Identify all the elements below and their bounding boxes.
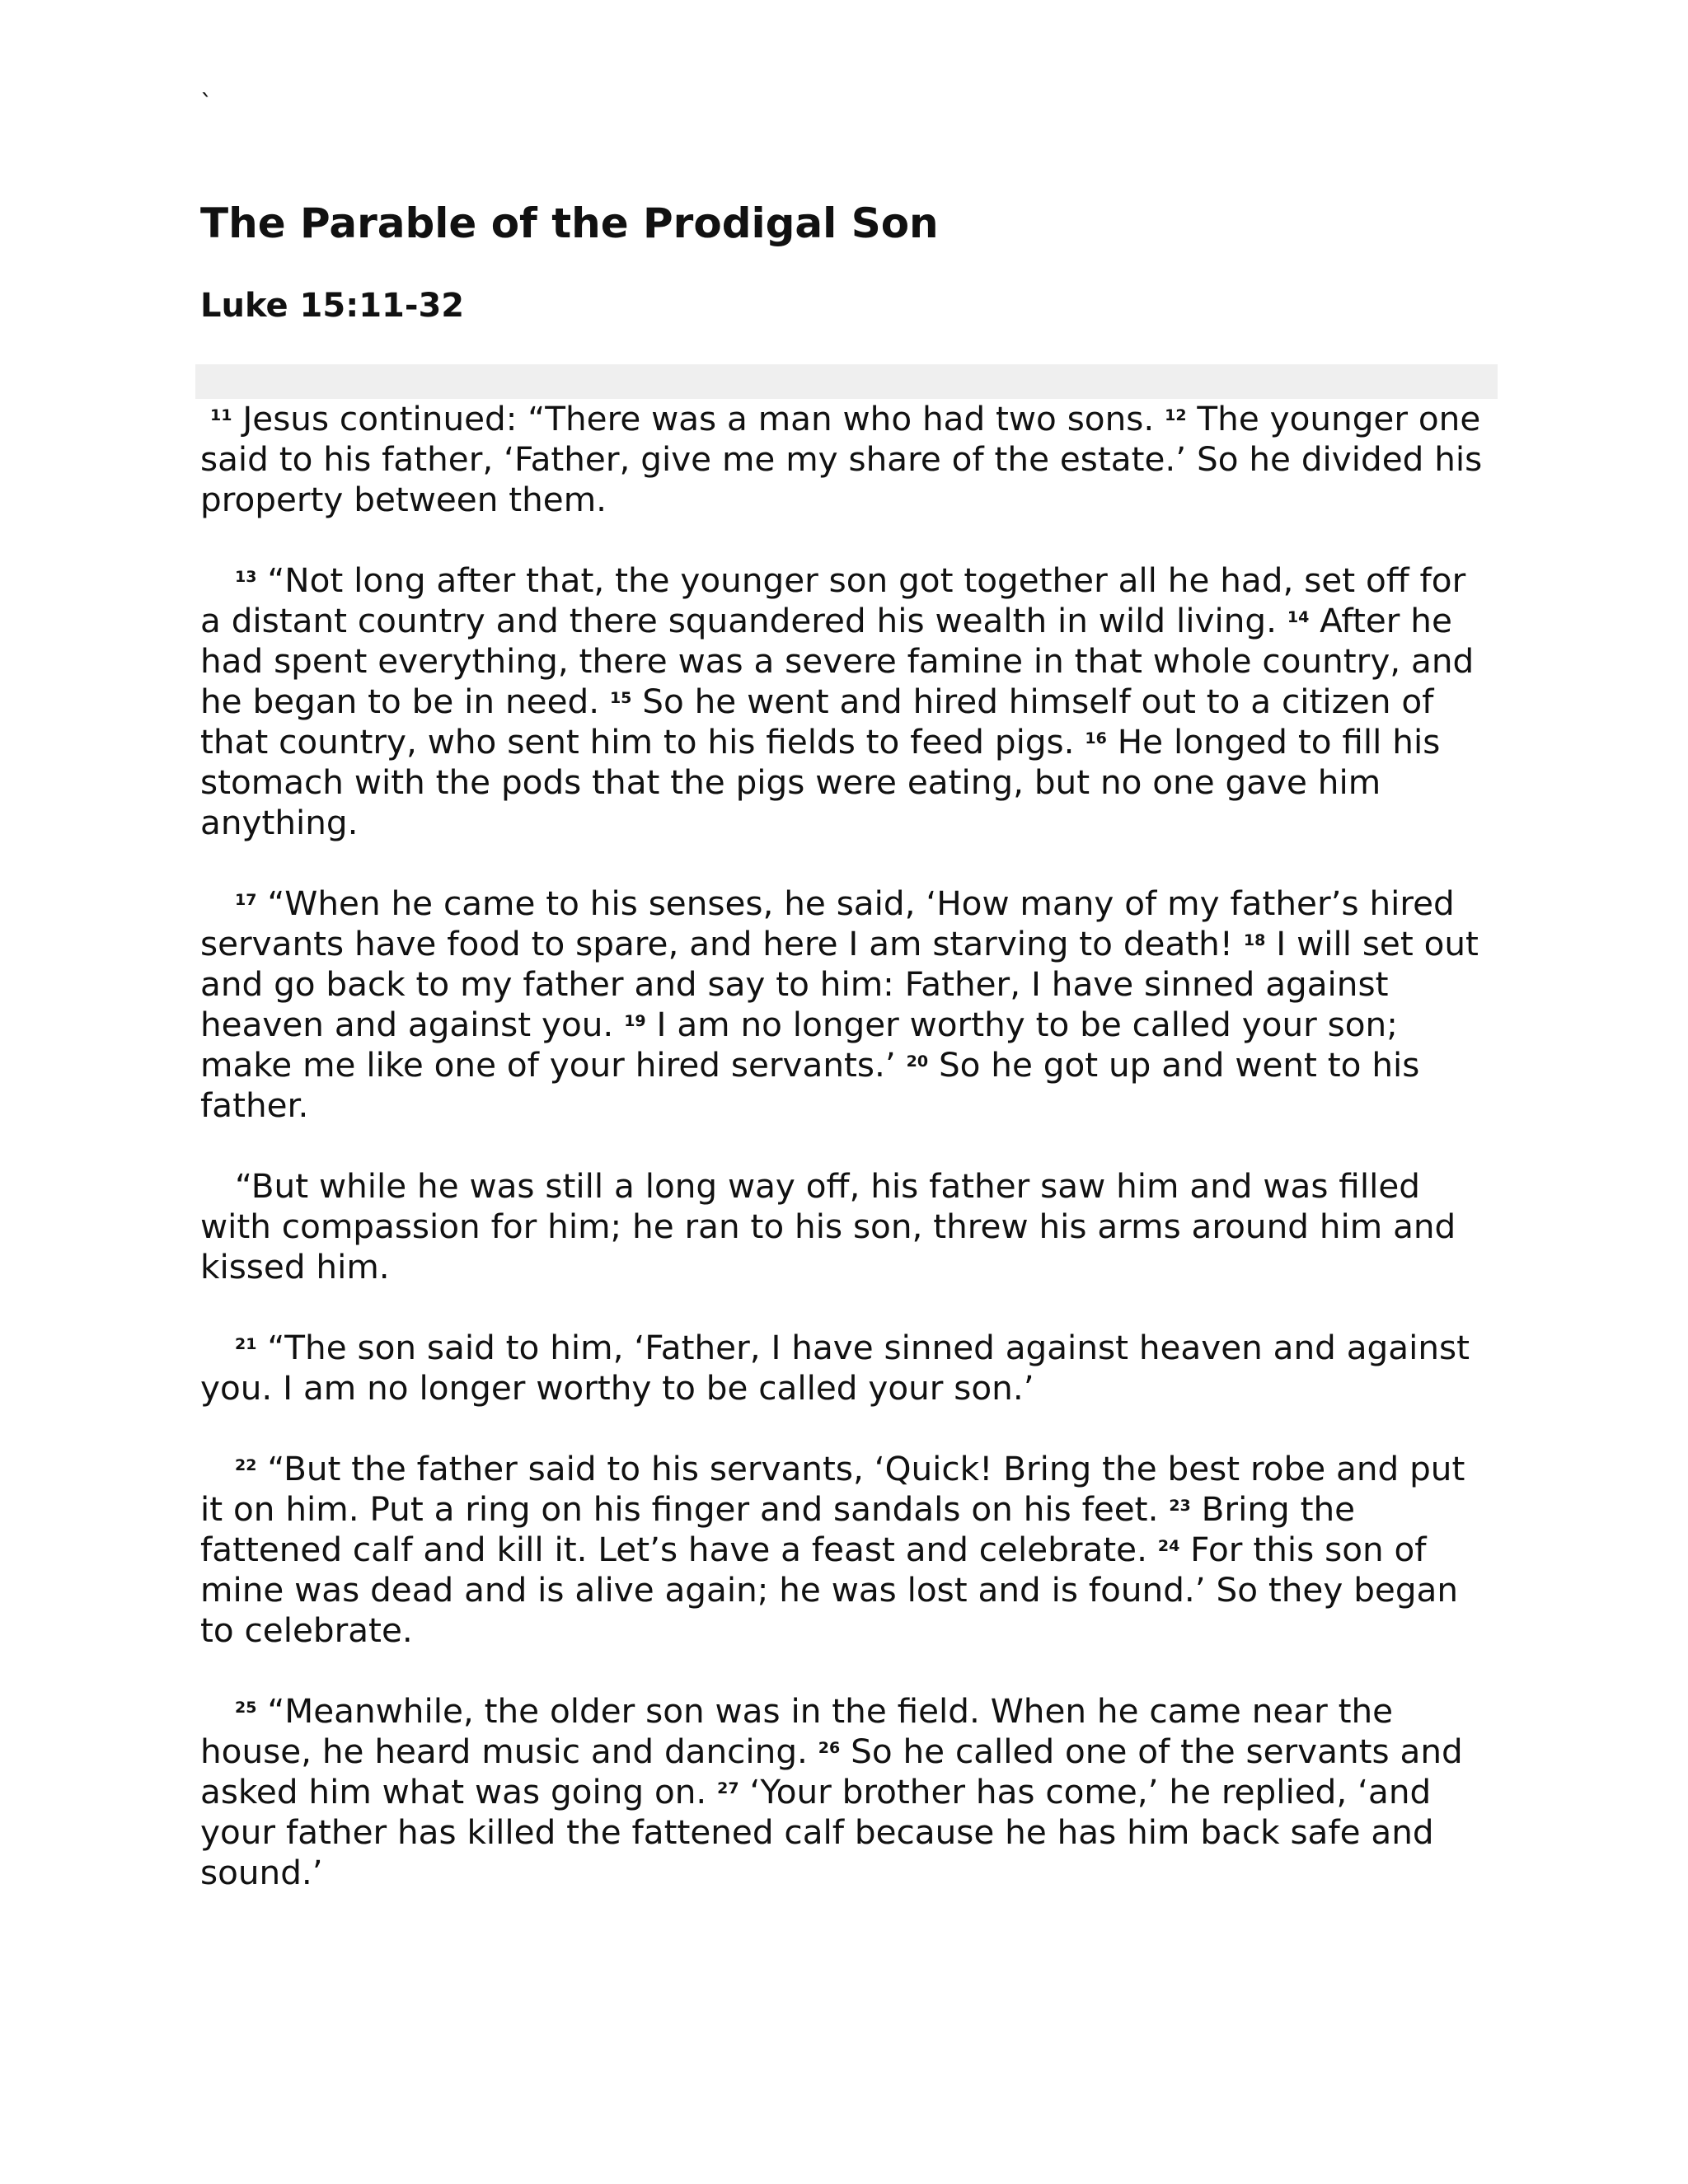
text-line [200,1812,1501,1853]
text-line [200,1166,1501,1207]
verse-text: So he went and hired himself out to a citizen of [631,682,1434,721]
text-line [200,1732,1501,1772]
verse-text: had spent everything, there was a severe famine in that whole country, and [200,641,1475,681]
verse-text: make me like one of your hired servants.’ [200,1045,907,1085]
text-line [200,480,1501,520]
page-title: The Parable of the Prodigal Son [200,199,939,247]
verse-text: mine was dead and is alive again; he was lost and is found.’ So they began [200,1570,1459,1610]
text-line [200,964,1501,1005]
text-line [200,883,1501,924]
verse-number: 12 [1165,406,1187,424]
verse-text: you. I am no longer worthy to be called your son.’ [200,1368,1034,1408]
text-line [200,1610,1501,1651]
verse-text: that country, who sent him to his fields to feed pigs. [200,722,1085,762]
text-line [200,399,1501,439]
text-line [200,641,1501,682]
text-line [200,1207,1501,1247]
verse-number: 27 [717,1779,739,1797]
scripture-paragraph [200,1328,1501,1408]
verse-number: 25 [235,1699,257,1717]
verse-text: heaven and against you. [200,1005,625,1044]
verse-text: So he called one of the servants and [840,1732,1463,1771]
text-line [200,762,1501,803]
scripture-paragraph [200,1166,1501,1287]
text-line [200,1691,1501,1732]
verse-text: a distant country and there squandered his wealth in wild living. [200,601,1287,640]
text-line [200,1530,1501,1570]
scripture-paragraph [200,1691,1501,1893]
verse-number: 14 [1287,608,1310,626]
stray-mark: ` [200,90,213,119]
verse-number: 26 [818,1739,841,1757]
text-line [200,924,1501,964]
verse-text: I am no longer worthy to be called your son; [645,1005,1398,1044]
text-line [200,1449,1501,1489]
verse-text: your father has killed the fattened calf because he has him back safe and [200,1812,1434,1852]
verse-text: stomach with the pods that the pigs were eating, but no one gave him [200,762,1381,802]
verse-text: and go back to my father and say to him: Father, I have sinned against [200,964,1389,1004]
text-line [200,1045,1501,1085]
verse-text: “But while he was still a long way off, his father saw him and was filled [235,1166,1420,1206]
text-line [200,722,1501,762]
verse-number: 21 [235,1335,257,1353]
verse-text: For this son of [1179,1530,1427,1569]
scripture-paragraph [200,399,1501,520]
verse-text: to celebrate. [200,1610,413,1650]
verse-text: “The son said to him, ‘Father, I have sinned against heaven and against [256,1328,1470,1367]
verse-text: said to his father, ‘Father, give me my share of the estate.’ So he divided his [200,439,1483,479]
verse-text: property between them. [200,480,607,519]
verse-text: Bring the [1190,1489,1356,1529]
text-line [200,1005,1501,1045]
text-line [200,1489,1501,1530]
verse-text: “Meanwhile, the older son was in the field. When he came near the [256,1691,1394,1731]
verse-text: house, he heard music and dancing. [200,1732,818,1771]
text-line [200,1570,1501,1610]
verse-text: “When he came to his senses, he said, ‘How many of my father’s hired [256,883,1455,923]
section-divider-bar [195,364,1498,399]
text-line [200,601,1501,641]
verse-number: 13 [235,568,257,586]
verse-text: he began to be in need. [200,682,610,721]
verse-text: “But the father said to his servants, ‘Quick! Bring the best robe and put [256,1449,1465,1488]
verse-text: kissed him. [200,1247,390,1286]
text-line [200,1368,1501,1408]
verse-text: it on him. Put a ring on his finger and sandals on his feet. [200,1489,1170,1529]
verse-text: He longed to fill his [1106,722,1441,762]
verse-number: 24 [1157,1537,1180,1555]
verse-text: ‘Your brother has come,’ he replied, ‘and [738,1772,1432,1811]
text-line [200,1853,1501,1893]
text-line [200,439,1501,480]
scripture-reference: Luke 15:11-32 [200,287,465,325]
verse-text: Jesus continued: “There was a man who had two sons. [232,399,1165,438]
verse-text: I will set out [1265,924,1479,963]
verse-number: 16 [1085,729,1107,748]
verse-number: 17 [235,891,257,909]
verse-text: After he [1309,601,1452,640]
verse-text: The younger one [1186,399,1481,438]
verse-text: fattened calf and kill it. Let’s have a feast and celebrate. [200,1530,1158,1569]
verse-number: 23 [1169,1497,1191,1515]
verse-text: asked him what was going on. [200,1772,718,1811]
verse-number: 22 [235,1456,257,1474]
scripture-body [200,399,1501,1933]
verse-number: 19 [624,1012,646,1030]
verse-text: anything. [200,803,359,842]
verse-text: So he got up and went to his [928,1045,1420,1085]
verse-number: 18 [1243,931,1266,949]
verse-text: with compassion for him; he ran to his son, threw his arms around him and [200,1207,1456,1246]
text-line [200,1085,1501,1126]
text-line [200,803,1501,843]
verse-text: “Not long after that, the younger son got together all he had, set off for [256,560,1466,600]
scripture-paragraph [200,1449,1501,1651]
verse-text: father. [200,1085,309,1125]
text-line [200,560,1501,601]
verse-text: servants have food to spare, and here I am starving to death! [200,924,1244,963]
verse-number: 11 [210,406,232,424]
verse-number: 15 [609,689,632,707]
text-line [200,1328,1501,1368]
verse-text: sound.’ [200,1853,323,1892]
text-line [200,1247,1501,1287]
scripture-paragraph [200,560,1501,843]
text-line [200,682,1501,722]
text-line [200,1772,1501,1812]
verse-number: 20 [906,1052,929,1071]
scripture-paragraph [200,883,1501,1126]
